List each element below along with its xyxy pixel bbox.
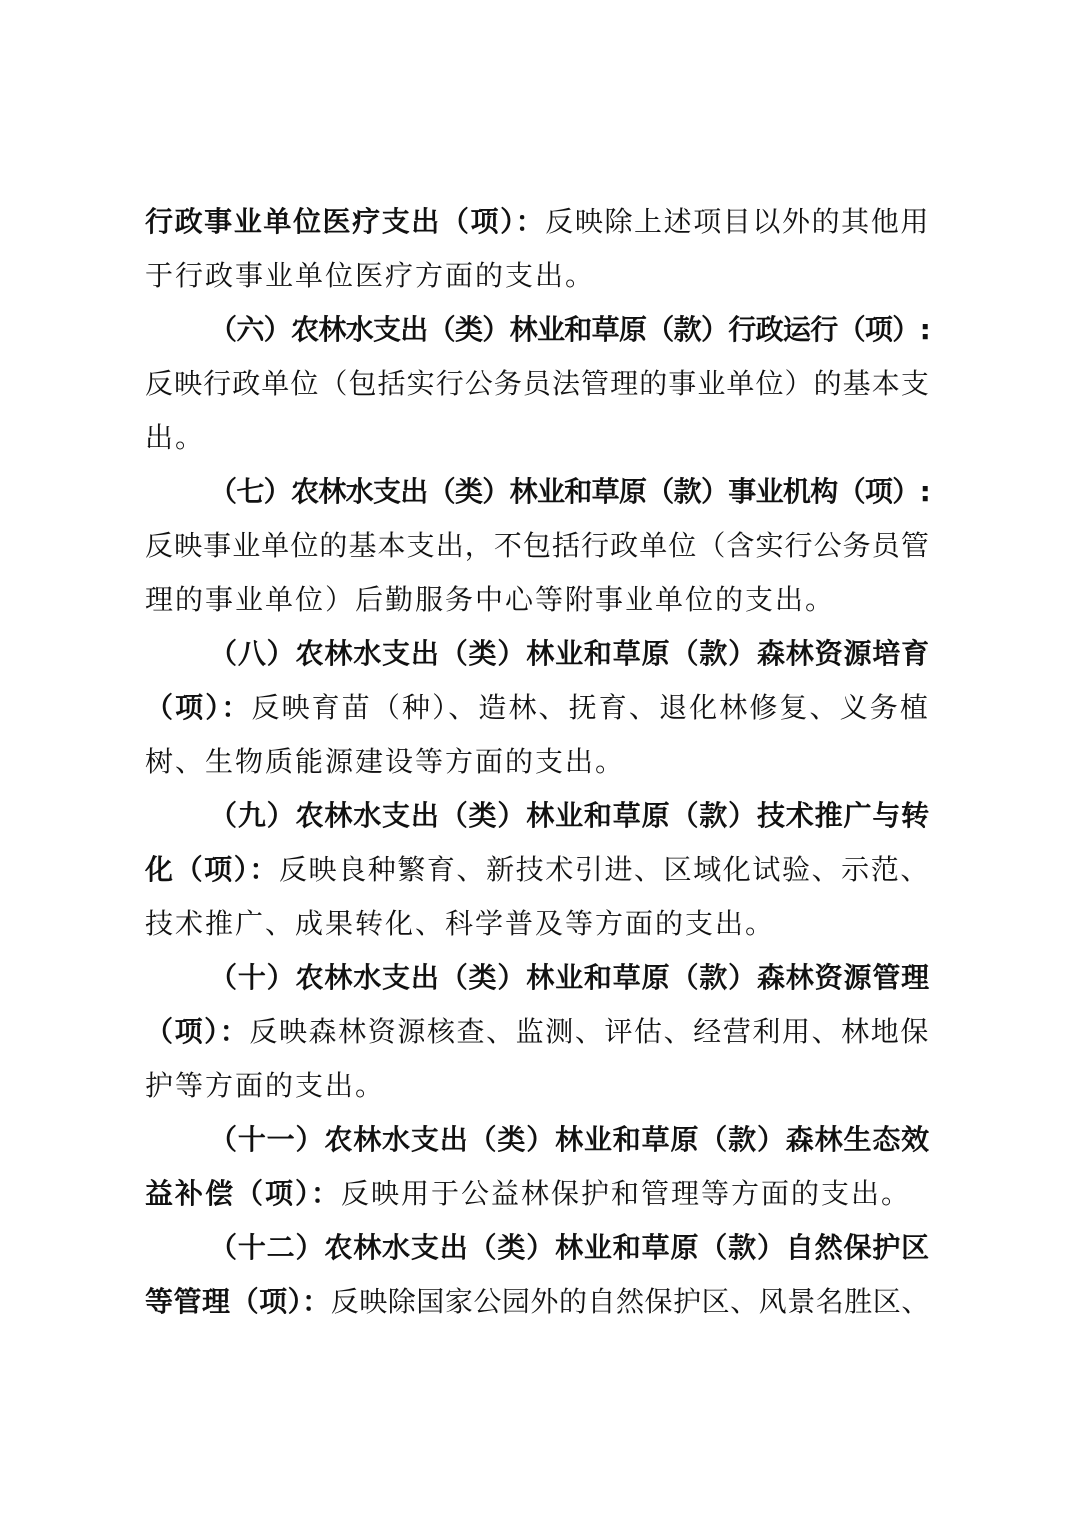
text-line — [145, 789, 930, 843]
bold-heading-text: 益补偿（项）： — [145, 1177, 342, 1210]
text-line — [145, 195, 930, 249]
document-body — [145, 195, 930, 1329]
bold-heading-text: （九）农林水支出（类）林业和草原（款）技术推广与转 — [209, 799, 931, 832]
bold-heading-text: 化（项）： — [145, 853, 279, 886]
body-text: 技术推广、成果转化、科学普及等方面的支出。 — [145, 907, 776, 940]
bold-heading-text: （项）： — [145, 1015, 250, 1048]
bold-heading-text: （项）： — [145, 691, 252, 724]
text-line — [145, 519, 930, 573]
body-text: 反映育苗（种）、造林、抚育、退化林修复、义务植 — [251, 691, 930, 724]
body-text: 理的事业单位）后勤服务中心等附事业单位的支出。 — [145, 583, 836, 616]
body-text: 反映除国家公园外的自然保护区、风景名胜区、 — [330, 1285, 930, 1318]
text-line — [145, 1275, 930, 1329]
body-text: 出。 — [145, 421, 206, 454]
body-text: 反映除上述项目以外的其他用 — [545, 205, 930, 238]
bold-heading-text: （七）农林水支出（类）林业和草原（款）事业机构（项）: — [209, 475, 931, 508]
text-line — [145, 573, 930, 627]
bold-heading-text: （十二）农林水支出（类）林业和草原（款）自然保护区 — [209, 1231, 931, 1264]
text-line — [145, 897, 930, 951]
text-line — [145, 465, 930, 519]
text-line — [145, 1167, 930, 1221]
body-text: 反映良种繁育、新技术引进、区域化试验、示范、 — [278, 853, 930, 886]
text-line — [145, 735, 930, 789]
text-line — [145, 951, 930, 1005]
text-line — [145, 843, 930, 897]
body-text: 反映森林资源核查、监测、评估、经营利用、林地保 — [249, 1015, 930, 1048]
text-line — [145, 249, 930, 303]
text-line — [145, 303, 930, 357]
bold-heading-text: （六）农林水支出（类）林业和草原（款）行政运行（项）: — [209, 313, 931, 346]
bold-heading-text: （八）农林水支出（类）林业和草原（款）森林资源培育 — [209, 637, 931, 670]
text-line — [145, 627, 930, 681]
body-text: 反映事业单位的基本支出，不包括行政单位（含实行公务员管 — [145, 529, 930, 562]
body-text: 护等方面的支出。 — [145, 1069, 386, 1102]
text-line — [145, 1113, 930, 1167]
text-line — [145, 1221, 930, 1275]
text-line — [145, 681, 930, 735]
text-line — [145, 357, 930, 411]
body-text: 树、生物质能源建设等方面的支出。 — [145, 745, 626, 778]
body-text: 反映行政单位（包括实行公务员法管理的事业单位）的基本支 — [145, 367, 930, 400]
text-line — [145, 411, 930, 465]
bold-heading-text: （十一）农林水支出（类）林业和草原（款）森林生态效 — [209, 1123, 931, 1156]
body-text: 于行政事业单位医疗方面的支出。 — [145, 259, 596, 292]
bold-heading-text: （十）农林水支出（类）林业和草原（款）森林资源管理 — [209, 961, 931, 994]
text-line — [145, 1005, 930, 1059]
bold-heading-text: 行政事业单位医疗支出（项）： — [145, 205, 546, 238]
body-text: 反映用于公益林保护和管理等方面的支出。 — [341, 1177, 912, 1210]
text-line — [145, 1059, 930, 1113]
bold-heading-text: 等管理（项）： — [145, 1285, 331, 1318]
